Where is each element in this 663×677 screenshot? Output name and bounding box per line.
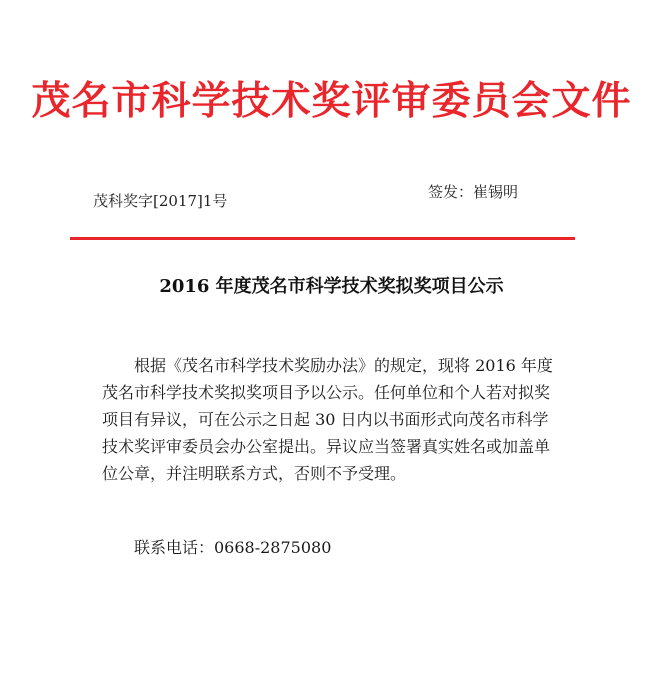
notice-body [102, 352, 562, 487]
notice-title: 2016 年度茂名市科学技术奖拟奖项目公示 [159, 276, 504, 297]
body-line: 茂名市科学技术奖拟奖项目予以公示。任何单位和个人若对拟奖 [102, 383, 551, 402]
body-line: 根据《茂名市科学技术奖励办法》的规定，现将 2016 年度 [134, 356, 553, 375]
contact-phone: 联系电话：0668-2875080 [134, 538, 332, 557]
body-line: 项目有异议，可在公示之日起 30 日内以书面形式向茂名市科学 [102, 410, 549, 429]
red-divider-line [70, 237, 575, 240]
document-header-title: 茂名市科学技术奖评审委员会文件 [31, 78, 632, 124]
body-line: 技术奖评审委员会办公室提出。异议应当签署真实姓名或加盖单 [102, 437, 551, 456]
signer: 签发：崔锡明 [428, 183, 519, 201]
document-number: 茂科奖字[2017]1号 [93, 192, 228, 210]
body-line: 位公章，并注明联系方式，否则不予受理。 [102, 464, 407, 483]
